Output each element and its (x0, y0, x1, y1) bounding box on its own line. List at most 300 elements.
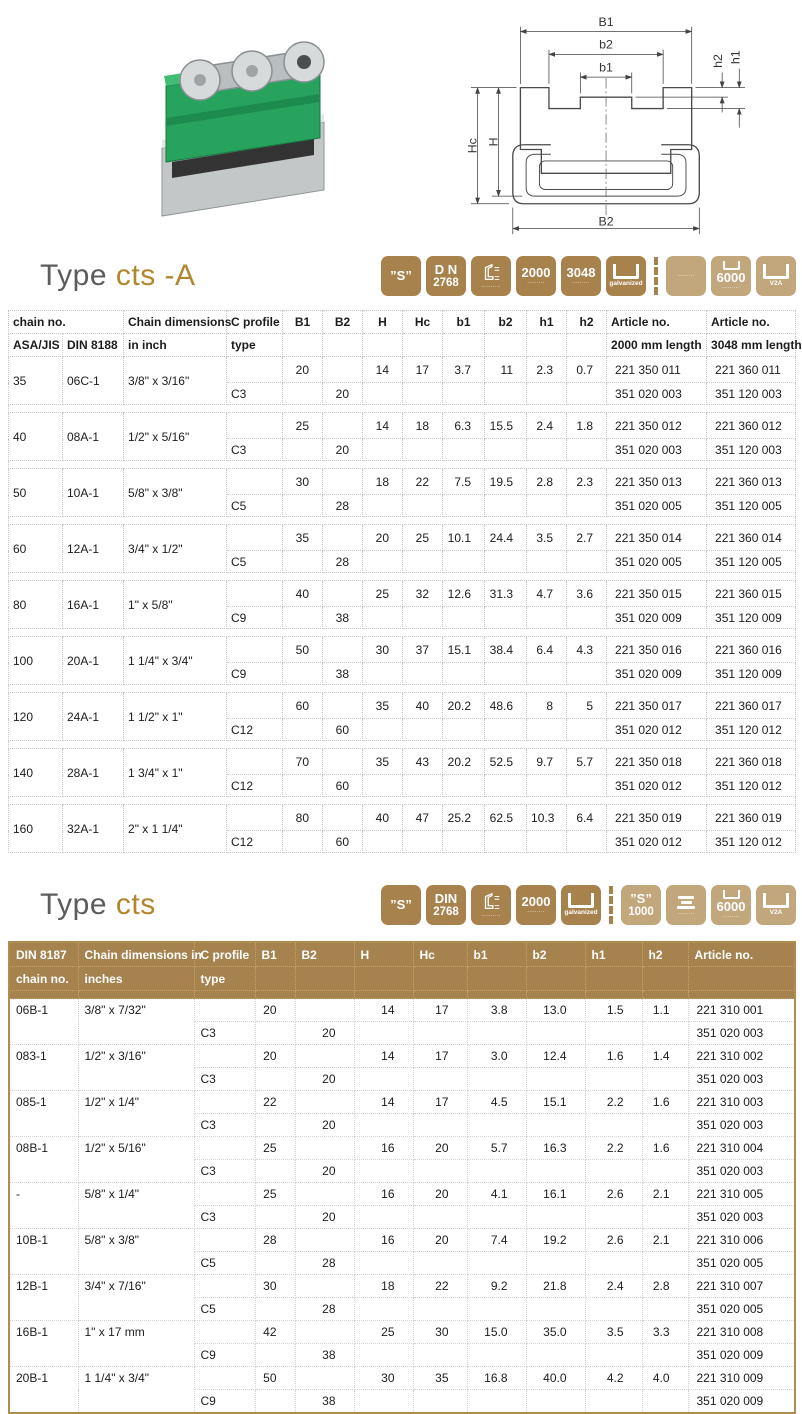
empty (363, 495, 403, 517)
table-row (9, 749, 796, 775)
empty (526, 1068, 585, 1091)
c-profile-type: C3 (194, 1068, 255, 1091)
empty (585, 1298, 642, 1321)
feature-badges (381, 885, 796, 925)
B1-value: 25 (255, 1183, 295, 1206)
B1-empty (283, 495, 323, 517)
article-no-3048: 221 360 015 (707, 581, 796, 607)
bracket-rail-icon (763, 264, 789, 279)
c-profile-empty (194, 1137, 255, 1160)
article-no-2000: 351 020 003 (607, 383, 707, 405)
dim-label-b1: b1 (599, 60, 613, 75)
empty (585, 1390, 642, 1414)
h1-value: 10.3 (527, 805, 567, 831)
article-no-2000: 351 020 005 (607, 495, 707, 517)
table-row (9, 1045, 795, 1068)
badge-label: 6000 (716, 899, 746, 915)
b1-value: 3.7 (443, 357, 485, 383)
badge-v2a (756, 885, 796, 925)
title-type-name: cts (115, 888, 156, 921)
badge-6000 (711, 885, 751, 925)
table-row (9, 637, 796, 663)
empty (527, 551, 567, 573)
row-separator (9, 405, 796, 413)
table-row (9, 581, 796, 607)
col-chain-no: chain no. (9, 311, 124, 334)
badge-fineprint: ········· (677, 910, 695, 916)
empty (443, 383, 485, 405)
B2-empty (295, 1367, 354, 1390)
dim-label-B1: B1 (598, 14, 614, 29)
chain-dimensions: 3/4" x 7/16" (78, 1275, 194, 1321)
badge-fineprint: ·········· (481, 284, 501, 290)
table-row (9, 357, 796, 383)
table-row (9, 525, 796, 551)
B2-empty (295, 1275, 354, 1298)
b2-value: 48.6 (485, 693, 527, 719)
empty (567, 775, 607, 797)
b2-value: 16.1 (526, 1183, 585, 1206)
h1-value: 2.2 (585, 1091, 642, 1114)
empty (585, 1206, 642, 1229)
h2-value: 2.1 (642, 1229, 688, 1252)
h1-value: 2.4 (527, 413, 567, 439)
col-h1: h1 (585, 942, 642, 967)
article-no-3048: 351 120 005 (707, 551, 796, 573)
b2-value: 38.4 (485, 637, 527, 663)
col-Hc: Hc (403, 311, 443, 334)
B1-value: 60 (283, 693, 323, 719)
empty (567, 831, 607, 853)
empty (585, 1022, 642, 1045)
chain-dimensions: 3/4" x 1/2" (124, 525, 227, 573)
din-8187-no: - (9, 1183, 78, 1229)
col-article-no: Article no. (688, 942, 795, 967)
c-profile-empty (227, 693, 283, 719)
Hc-value: 43 (403, 749, 443, 775)
b1-value: 9.2 (467, 1275, 526, 1298)
B1-empty (283, 439, 323, 461)
asa-jis-no: 120 (9, 693, 63, 741)
article-no: 221 310 003 (688, 1091, 795, 1114)
B1-empty (283, 719, 323, 741)
type-cts-a-table (8, 310, 802, 853)
B2-empty (295, 1091, 354, 1114)
c-profile-empty (194, 1091, 255, 1114)
article-no-3048: 351 120 009 (707, 663, 796, 685)
empty (642, 1022, 688, 1045)
H-value: 14 (354, 1091, 413, 1114)
b1-value: 4.1 (467, 1183, 526, 1206)
h2-value: 1.1 (642, 999, 688, 1022)
H-value: 16 (354, 1229, 413, 1252)
badge-fineprint: ········· (527, 279, 545, 285)
article-no: 221 310 006 (688, 1229, 795, 1252)
empty (403, 775, 443, 797)
article-no: 351 020 003 (688, 1160, 795, 1183)
article-no-3048: 221 360 012 (707, 413, 796, 439)
empty (485, 495, 527, 517)
header-row-2 (9, 967, 795, 991)
bracket-rail-icon (723, 890, 740, 899)
table-row (9, 469, 796, 495)
B1-value: 50 (255, 1367, 295, 1390)
empty (526, 1298, 585, 1321)
section-a-header (0, 250, 800, 302)
b2-value: 13.0 (526, 999, 585, 1022)
article-no: 221 310 009 (688, 1367, 795, 1390)
B2-empty (323, 581, 363, 607)
badge-galvanized (606, 256, 646, 296)
col-B2: B2 (323, 311, 363, 334)
badge-s-1000 (621, 885, 661, 925)
h1-value: 2.8 (527, 469, 567, 495)
c-profile-empty (227, 469, 283, 495)
empty (526, 1114, 585, 1137)
article-no-3048: 221 360 019 (707, 805, 796, 831)
B1-value: 20 (283, 357, 323, 383)
H-value: 25 (363, 581, 403, 607)
B2-empty (295, 1183, 354, 1206)
empty (363, 439, 403, 461)
badge-divider-icon (609, 886, 613, 924)
c-profile-empty (227, 637, 283, 663)
article-no-2000: 351 020 009 (607, 663, 707, 685)
article-no-3048: 351 120 005 (707, 495, 796, 517)
B2-value: 38 (295, 1390, 354, 1414)
asa-jis-no: 80 (9, 581, 63, 629)
badge-c-profile (471, 885, 511, 925)
B2-value: 20 (295, 1022, 354, 1045)
B2-empty (323, 637, 363, 663)
col-article-3048: Article no. (707, 311, 796, 334)
empty (363, 551, 403, 573)
B2-value: 20 (295, 1206, 354, 1229)
c-profile-type: C3 (194, 1114, 255, 1137)
col-type: type (227, 334, 283, 357)
h1-value: 6.4 (527, 637, 567, 663)
article-no-2000: 221 350 017 (607, 693, 707, 719)
Hc-value: 17 (413, 999, 467, 1022)
empty (443, 551, 485, 573)
col-b2: b2 (526, 942, 585, 967)
b2-value: 16.3 (526, 1137, 585, 1160)
article-no: 221 310 004 (688, 1137, 795, 1160)
article-no: 351 020 009 (688, 1390, 795, 1414)
badge-fineprint: ········· (677, 273, 695, 279)
col-in-inch: in inch (124, 334, 227, 357)
empty (443, 663, 485, 685)
empty (527, 607, 567, 629)
din-8188-no: 20A-1 (63, 637, 124, 685)
b1-value: 25.2 (443, 805, 485, 831)
empty (413, 1022, 467, 1045)
dim-label-h2: h2 (711, 54, 726, 68)
c-profile-type: C12 (227, 775, 283, 797)
empty (443, 439, 485, 461)
empty (585, 1252, 642, 1275)
col-article-2000: Article no. (607, 311, 707, 334)
B1-value: 35 (283, 525, 323, 551)
asa-jis-no: 60 (9, 525, 63, 573)
col-din-8187: DIN 8187 (9, 942, 78, 967)
bracket-rail-icon (723, 261, 740, 270)
asa-jis-no: 140 (9, 749, 63, 797)
H-value: 14 (354, 999, 413, 1022)
empty (585, 1344, 642, 1367)
row-separator (9, 797, 796, 805)
empty (567, 383, 607, 405)
empty (527, 663, 567, 685)
c-profile-empty (194, 1045, 255, 1068)
B1-empty (255, 1252, 295, 1275)
b2-value: 12.4 (526, 1045, 585, 1068)
b1-value: 15.0 (467, 1321, 526, 1344)
B2-empty (295, 999, 354, 1022)
h2-value: 2.8 (642, 1275, 688, 1298)
col-chain-no: chain no. (9, 967, 78, 991)
article-no: 351 020 005 (688, 1298, 795, 1321)
b1-value: 10.1 (443, 525, 485, 551)
title-type-name: cts -A (115, 259, 196, 292)
b1-value: 5.7 (467, 1137, 526, 1160)
table-row (9, 1321, 795, 1344)
B2-value: 28 (323, 551, 363, 573)
B1-empty (283, 607, 323, 629)
empty (485, 719, 527, 741)
c-profile-empty (194, 999, 255, 1022)
empty (413, 1114, 467, 1137)
h2-value: 2.1 (642, 1183, 688, 1206)
col-h2: h2 (567, 311, 607, 334)
article-no-3048: 351 120 003 (707, 383, 796, 405)
badge-divider-icon (654, 257, 658, 295)
badge-label: ”S” (630, 891, 652, 907)
col-Hc: Hc (413, 942, 467, 967)
empty (642, 1252, 688, 1275)
chain-dimensions: 5/8" x 3/8" (124, 469, 227, 517)
B1-empty (255, 1114, 295, 1137)
B2-value: 60 (323, 719, 363, 741)
chain-dimensions: 1/2" x 3/16" (78, 1045, 194, 1091)
product-photo (148, 22, 338, 218)
article-no-3048: 351 120 012 (707, 719, 796, 741)
empty (485, 663, 527, 685)
col-c-profile: C profile (194, 942, 255, 967)
b1-value: 7.5 (443, 469, 485, 495)
b1-value: 3.0 (467, 1045, 526, 1068)
chain-dimensions: 2" x 1 1/4" (124, 805, 227, 853)
B2-value: 28 (323, 495, 363, 517)
din-8187-no: 085-1 (9, 1091, 78, 1137)
B2-value: 20 (295, 1114, 354, 1137)
empty (526, 1022, 585, 1045)
h1-value: 2.6 (585, 1229, 642, 1252)
h2-value: 1.6 (642, 1137, 688, 1160)
header-row-2 (9, 334, 796, 357)
c-profile-empty (227, 413, 283, 439)
empty (413, 1160, 467, 1183)
c-profile-type: C9 (194, 1344, 255, 1367)
h1-value: 4.2 (585, 1367, 642, 1390)
col-B2: B2 (295, 942, 354, 967)
B1-empty (255, 1022, 295, 1045)
title-prefix: Type (40, 259, 108, 292)
B2-value: 38 (323, 663, 363, 685)
chain-dimensions: 5/8" x 3/8" (78, 1229, 194, 1275)
empty (403, 383, 443, 405)
empty (642, 1298, 688, 1321)
h1-value: 8 (527, 693, 567, 719)
dim-label-h1: h1 (728, 50, 743, 65)
c-profile-type: C9 (227, 663, 283, 685)
B1-value: 50 (283, 637, 323, 663)
empty (526, 1390, 585, 1414)
empty (354, 1114, 413, 1137)
b1-value: 16.8 (467, 1367, 526, 1390)
row-separator (9, 573, 796, 581)
B2-empty (295, 1045, 354, 1068)
badge-v2a (756, 256, 796, 296)
empty (567, 719, 607, 741)
c-profile-empty (227, 357, 283, 383)
B1-value: 42 (255, 1321, 295, 1344)
empty (467, 1068, 526, 1091)
col-3048-length: 3048 mm length (707, 334, 796, 357)
B1-empty (283, 831, 323, 853)
B2-empty (323, 805, 363, 831)
c-profile-type: C5 (194, 1252, 255, 1275)
Hc-value: 47 (403, 805, 443, 831)
din-8188-no: 10A-1 (63, 469, 124, 517)
B1-value: 30 (283, 469, 323, 495)
b2-value: 19.2 (526, 1229, 585, 1252)
section-b-header (0, 879, 800, 931)
din-8188-no: 06C-1 (63, 357, 124, 405)
b2-value: 11 (485, 357, 527, 383)
badge-label: ”S” (390, 268, 412, 284)
c-profile-type: C9 (194, 1390, 255, 1414)
empty (585, 1160, 642, 1183)
c-profile-empty (194, 1321, 255, 1344)
chain-dimensions: 3/8" x 3/16" (124, 357, 227, 405)
badge-s (381, 256, 421, 296)
empty (413, 1206, 467, 1229)
empty (354, 1206, 413, 1229)
Hc-value: 35 (413, 1367, 467, 1390)
h1-value: 3.5 (527, 525, 567, 551)
dimension-diagram (416, 2, 798, 238)
bracket-rail-icon (568, 893, 594, 908)
empty (642, 1068, 688, 1091)
c-profile-empty (227, 525, 283, 551)
badge-label: D N (434, 262, 458, 278)
c-profile-type: C5 (194, 1298, 255, 1321)
b2-value: 35.0 (526, 1321, 585, 1344)
empty (526, 1344, 585, 1367)
b1-value: 7.4 (467, 1229, 526, 1252)
B2-value: 60 (323, 775, 363, 797)
din-8187-no: 083-1 (9, 1045, 78, 1091)
b2-value: 21.8 (526, 1275, 585, 1298)
article-no-2000: 351 020 012 (607, 775, 707, 797)
b2-value: 19.5 (485, 469, 527, 495)
B1-value: 25 (283, 413, 323, 439)
article-no-2000: 351 020 012 (607, 831, 707, 853)
article-no-2000: 351 020 012 (607, 719, 707, 741)
table-row (9, 693, 796, 719)
empty (354, 1252, 413, 1275)
din-8188-no: 12A-1 (63, 525, 124, 573)
asa-jis-no: 100 (9, 637, 63, 685)
badge-sublabel: 2768 (433, 905, 459, 918)
badge-label: 2000 (521, 265, 551, 281)
c-profile-icon (480, 262, 502, 284)
Hc-value: 25 (403, 525, 443, 551)
col-chain-dimensions: Chain dimensions in (78, 942, 194, 967)
badge-label: 3048 (566, 265, 596, 281)
H-value: 18 (354, 1275, 413, 1298)
article-no-3048: 221 360 014 (707, 525, 796, 551)
badge-label: 2000 (521, 894, 551, 910)
Hc-value: 32 (403, 581, 443, 607)
badge-blank (666, 256, 706, 296)
feature-badges (381, 256, 796, 296)
col-b2: b2 (485, 311, 527, 334)
table-row (9, 1367, 795, 1390)
B2-empty (323, 749, 363, 775)
article-no-3048: 351 120 012 (707, 831, 796, 853)
dim-label-H: H (486, 137, 501, 147)
B1-empty (283, 383, 323, 405)
c-profile-empty (194, 1275, 255, 1298)
article-no-2000: 221 350 014 (607, 525, 707, 551)
H-value: 16 (354, 1137, 413, 1160)
empty (467, 1252, 526, 1275)
badge-din-2768 (426, 256, 466, 296)
dim-label-B2: B2 (598, 214, 614, 229)
din-8187-no: 08B-1 (9, 1137, 78, 1183)
article-no-2000: 351 020 009 (607, 607, 707, 629)
empty (485, 383, 527, 405)
b2-value: 24.4 (485, 525, 527, 551)
empty (527, 495, 567, 517)
article-no-2000: 221 350 018 (607, 749, 707, 775)
article-no: 351 020 003 (688, 1114, 795, 1137)
col-B1: B1 (283, 311, 323, 334)
article-no: 351 020 003 (688, 1022, 795, 1045)
b1-value: 12.6 (443, 581, 485, 607)
empty (642, 1206, 688, 1229)
empty (413, 1252, 467, 1275)
Hc-value: 20 (413, 1229, 467, 1252)
badge-fineprint: ········· (722, 913, 740, 919)
c-profile-type: C3 (194, 1022, 255, 1045)
B1-empty (255, 1068, 295, 1091)
c-profile-icon (480, 891, 502, 913)
col-H: H (354, 942, 413, 967)
hero-section (0, 0, 800, 236)
badge-label: 6000 (716, 270, 746, 286)
empty (585, 1114, 642, 1137)
col-h1: h1 (527, 311, 567, 334)
h2-value: 1.8 (567, 413, 607, 439)
empty (354, 1068, 413, 1091)
empty (363, 663, 403, 685)
chain-dimensions: 3/8" x 7/32" (78, 999, 194, 1045)
H-value: 20 (363, 525, 403, 551)
header-row-1 (9, 311, 796, 334)
